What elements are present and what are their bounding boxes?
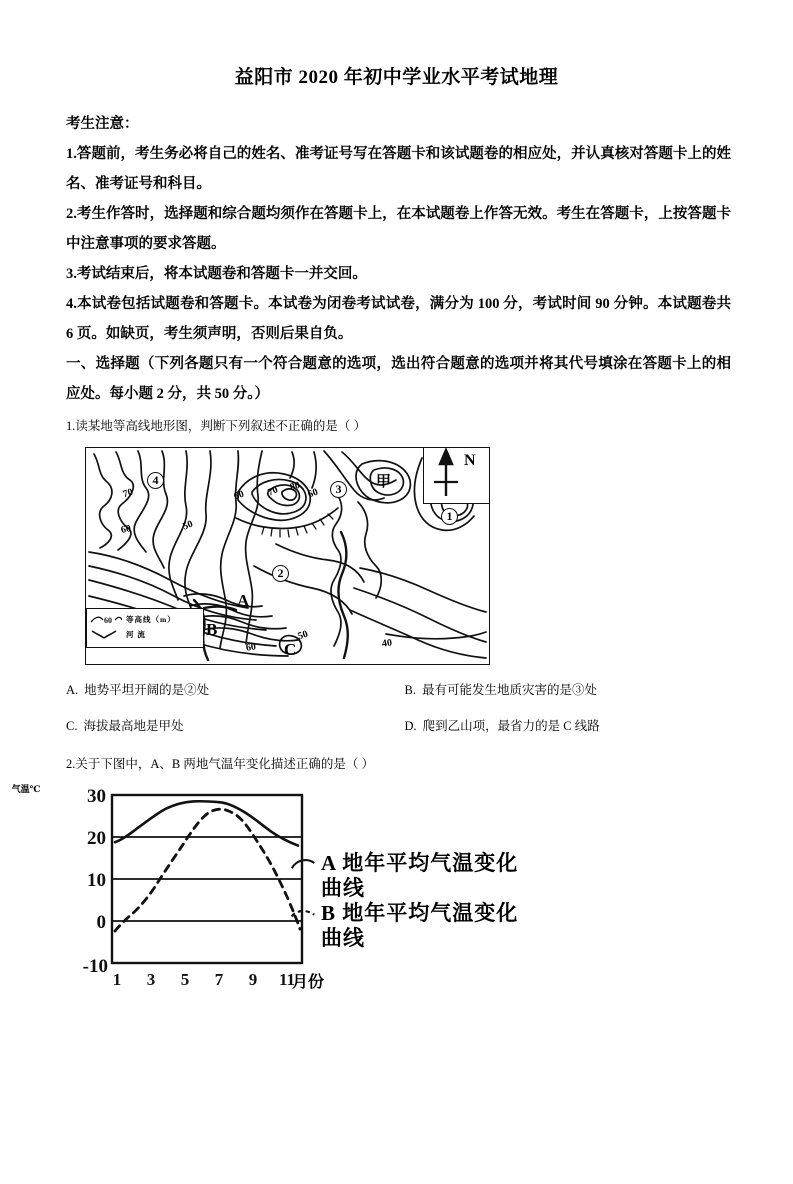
option-C-text: 海拔最高地是甲处	[83, 719, 184, 733]
contour-symbol-icon	[90, 614, 122, 626]
dashed-line-icon	[290, 901, 316, 925]
xtick-3: 3	[146, 970, 156, 989]
compass-rose	[423, 448, 489, 504]
section-one-heading: 一、选择题（下列各题只有一个符合题意的选项，选出符合题意的选项并将其代号填涂在答题卡上的相应处。每小题 2 分，共 50 分。）	[66, 356, 731, 402]
option-D-text: 爬到乙山项，最省力的是 C 线路	[422, 719, 600, 733]
option-row-cd	[66, 715, 743, 737]
map-marker-jia: 甲	[376, 474, 392, 490]
legend-label-river: 河 流	[126, 630, 146, 639]
series-A-line	[115, 801, 298, 845]
exam-page	[0, 62, 793, 1184]
option-A-text: 地势平坦开阔的是②处	[84, 683, 210, 697]
ytick-10: 10	[87, 870, 106, 891]
option-D[interactable]	[405, 715, 744, 737]
option-B-key: B.	[404, 683, 416, 697]
xtick-1: 1	[112, 970, 122, 989]
chart-x-axis-label: 月份	[292, 974, 325, 991]
map-marker-1: 1	[441, 508, 458, 525]
option-B-text: 最有可能发生地质灾害的是③处	[421, 683, 597, 697]
legend-row-contour	[90, 612, 201, 627]
option-row-ab	[66, 679, 743, 701]
contour-label-60-mid2: 60	[306, 486, 320, 501]
ytick-0: 0	[96, 912, 106, 933]
ytick-20: 20	[87, 828, 106, 849]
ytick-30: 30	[87, 786, 106, 807]
chart-y-axis-label	[6, 785, 46, 794]
ytick-neg10: -10	[82, 956, 108, 977]
map-marker-A: A	[237, 591, 250, 610]
series-B-line	[115, 809, 300, 931]
contour-label-60-mid: 60	[232, 488, 246, 503]
xtick-5: 5	[180, 970, 190, 989]
map-marker-2: 2	[272, 565, 289, 582]
notice-item-3: 3.考试结束后，将本试题卷和答题卡一并交回。	[66, 266, 367, 282]
xtick-9: 9	[248, 970, 258, 989]
xtick-7: 7	[214, 970, 224, 989]
notice-block	[0, 109, 793, 409]
notice-item-4: 4.本试卷包括试题卷和答题卡。本试卷为闭卷考试试卷，满分为 100 分，考试时间 90 分钟。本试题卷共 6 页。如缺页，考生须声明，否则后果自负。	[66, 296, 731, 342]
contour-map-frame	[85, 447, 490, 665]
option-A[interactable]	[66, 679, 405, 701]
xtick-11: 11	[278, 970, 296, 989]
contour-label-40-bottom: 40	[381, 637, 393, 650]
notice-item-1: 1.答题前，考生务必将自己的姓名、准考证号写在答题卡和该试题卷的相应处，并认真核对答题卡上的姓名、准考证号和科目。	[66, 146, 731, 192]
svg-text:60: 60	[104, 615, 112, 625]
option-A-key: A.	[66, 683, 79, 697]
contour-label-80-mid: 80	[288, 479, 302, 494]
option-C[interactable]	[66, 715, 405, 737]
notice-item-2: 2.考生作答时，选择题和综合题均须作在答题卡上，在本试题卷上作答无效。考生在答题卡，上按答题卡中注意事项的要求答题。	[66, 206, 731, 252]
question-1-options	[0, 679, 793, 737]
contour-label-70-left: 70	[121, 486, 135, 501]
river-symbol-icon	[90, 629, 122, 641]
contour-label-50-bottom: 50	[296, 628, 310, 643]
legend-entry-B	[290, 901, 530, 951]
legend-entry-A	[290, 851, 530, 901]
contour-label-50-left: 50	[181, 518, 195, 533]
chart-y-axis-label-text: 气温℃	[11, 784, 41, 794]
map-marker-C: C	[284, 640, 297, 659]
option-B[interactable]	[405, 679, 744, 701]
legend-row-river	[90, 627, 201, 642]
map-marker-4: 4	[147, 472, 164, 489]
question-2-stem: 2.关于下图中，A、B 两地气温年变化描述正确的是（ ）	[66, 757, 374, 771]
legend-label-contour: 等高线（m）	[126, 615, 176, 624]
map-marker-3: 3	[330, 481, 347, 498]
contour-label-70-mid: 70	[266, 484, 280, 499]
page-title: 益阳市 2020 年初中学业水平考试地理	[234, 67, 559, 88]
option-C-key: C.	[66, 719, 78, 733]
chart-legend	[290, 851, 530, 951]
temperature-chart-figure	[0, 783, 793, 1023]
map-legend	[86, 608, 204, 648]
notice-heading: 考生注意：	[66, 116, 139, 132]
question-1-stem: 1.读某地等高线地形图，判断下列叙述不正确的是（ ）	[66, 419, 367, 433]
contour-label-60-bottom: 60	[245, 641, 257, 654]
legend-entry-A-label: A 地年平均气温变化曲线	[320, 851, 519, 900]
map-marker-B: B	[206, 620, 218, 639]
compass-north-label: N	[464, 452, 476, 469]
legend-entry-B-label: B 地年平均气温变化曲线	[320, 901, 519, 950]
contour-label-60-left: 60	[119, 523, 133, 536]
solid-line-icon	[290, 851, 316, 875]
option-D-key: D.	[404, 719, 417, 733]
contour-map-figure	[0, 447, 793, 679]
